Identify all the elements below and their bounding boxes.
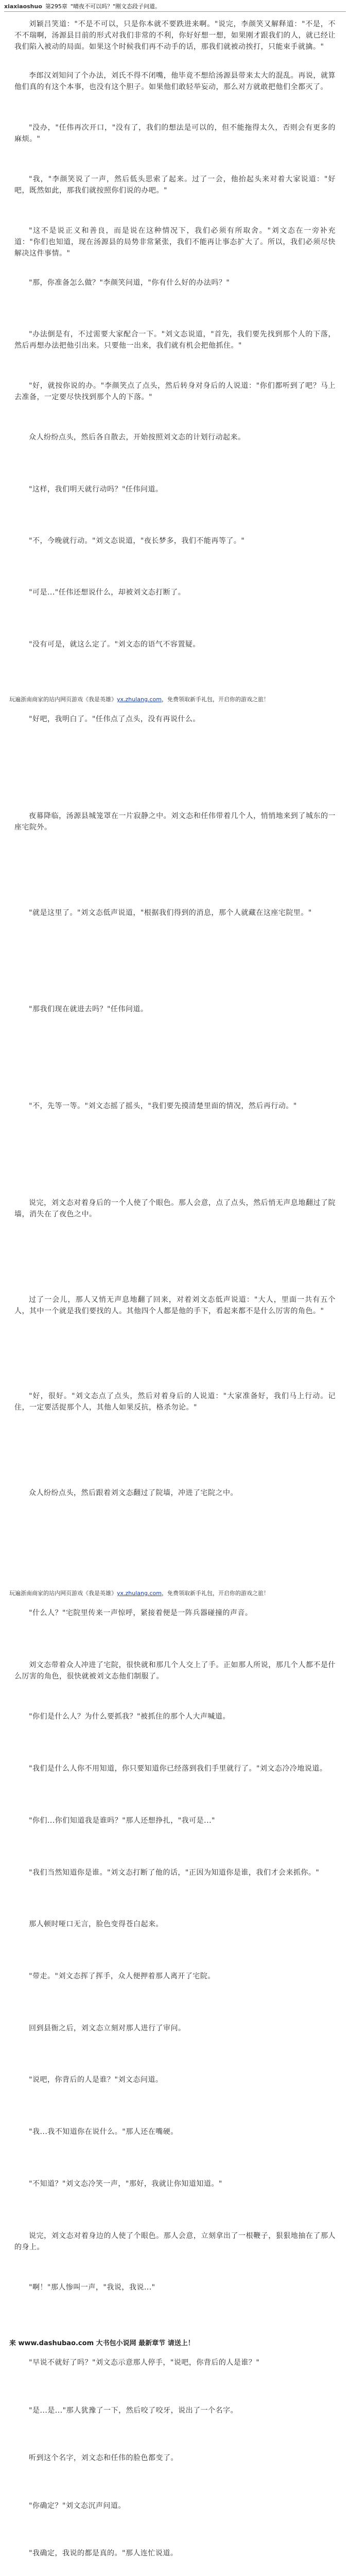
paragraph: "早说不就好了吗？"刘文态示意那人停手，"说吧，你背后的人是谁？" <box>29 2359 260 2367</box>
paragraph: "就是这里了。"刘文态低声说道，"根据我们得到的消息，那个人就藏在这座宅院里。" <box>29 909 312 917</box>
ad-banner-1 <box>9 696 341 704</box>
ad-link[interactable]: yx.zhulang.com <box>117 696 162 703</box>
divider <box>4 11 346 12</box>
paragraph: 刘文态带着众人冲进了宅院，很快就和那几个人交上了手。正如那人所说，那几个人都不是什么厉害的角色，很快就被刘文态他们制服了。 <box>14 1661 336 1681</box>
paragraph: 回到县衙之后，刘文态立刻对那人进行了审问。 <box>29 2024 186 2032</box>
ad-suffix: ，免费领取新手礼包，开启你的游戏之旅！ <box>161 696 269 703</box>
paragraph: "啊！"那人惨叫一声，"我说，我说..." <box>29 2283 155 2292</box>
paragraph: "这样，我们明天就行动吗？"任伟问道。 <box>29 485 163 494</box>
paragraph: 那人顿时哑口无言，脸色变得苍白起来。 <box>29 1920 163 1928</box>
page-header <box>4 2 346 10</box>
paragraph: "那，你准备怎么做？"李颜笑问道，"你有什么好的办法吗？" <box>29 279 230 287</box>
paragraph: "我，"李颜笑说了一声，然后低头思索了起来。过了一会，他抬起头来对着大家说道："好吧，既然如此，那我们就按照你们说的办吧。" <box>14 175 336 195</box>
paragraph: "这不是说正义和善良，而是说在这种情况下，我们必须有所取舍。"刘文态在一旁补充道："你们也知道，现在汤源县的局势非常紧张，我们不能再让事态扩大了。所以，我们必须尽快解决这件事情。" <box>14 227 336 258</box>
paragraph: "可是..."任伟还想说什么，却被刘文态打断了。 <box>29 588 186 597</box>
paragraph: "说吧，你背后的人是谁？"刘文态问道。 <box>29 2076 163 2084</box>
paragraph: "不，今晚就行动。"刘文态说道，"夜长梦多，我们不能再等了。" <box>29 537 245 545</box>
paragraph: "我...我不知道你在说什么。"那人还在嘴硬。 <box>29 2128 178 2136</box>
ad-link[interactable]: yx.zhulang.com <box>117 1590 162 1597</box>
paragraph: "是...是..."那人犹豫了一下，然后咬了咬牙，说出了一个名字。 <box>29 2406 238 2415</box>
ad-text: 玩遍浙南商家的站内网页游戏《我是英雄》 <box>9 696 117 703</box>
paragraph: "你们是什么人？为什么要抓我？"被抓住的那个人大声喊道。 <box>29 1713 230 1721</box>
ad-text: 玩遍浙南商家的站内网页游戏《我是英雄》 <box>9 1590 117 1597</box>
chapter-number: 第295章 <box>45 3 67 10</box>
site-name: xiaxiaoshuo <box>4 3 42 10</box>
ad-suffix: ，免费领取新手礼包，开启你的游戏之旅！ <box>161 1590 269 1597</box>
paragraph: 众人纷纷点头，然后各自散去，开始按照刘文态的计划行动起来。 <box>29 433 246 442</box>
paragraph: "什么人？"宅院里传来一声惊呼，紧接着便是一阵兵器碰撞的声音。 <box>29 1609 253 1617</box>
paragraph: 听到这个名字，刘文态和任伟的脸色都变了。 <box>29 2454 178 2462</box>
paragraph: "带走。"刘文态挥了挥手，众人便押着那人离开了宅院。 <box>29 1972 215 1980</box>
paragraph: 过了一会儿，那人又悄无声息地翻了回来，对着刘文态低声说道："大人，里面一共有五个人，其中一个就是我们要找的人。其他四个人都是他的手下，看起来都不是什么厉害的角色。" <box>14 1296 336 1315</box>
paragraph: 李郎汉刘知问了个办法，刘氏不得不闭嘴，他毕竟不想给汤源县带来太大的混乱。再说，就算他们真的有这个本事，也没有这个胆子。如果他们敢轻举妄动，那么对方就敢把他们全都灭了。 <box>14 72 336 91</box>
paragraph: 众人纷纷点头，然后跟着刘文态翻过了院墙，冲进了宅院之中。 <box>29 1489 238 1497</box>
paragraph: "好吧，我明白了。"任伟点了点头，没有再说什么。 <box>29 715 200 723</box>
paragraph: 刘颖吕笑道："不是不可以，只是你本就不要跌进来啊。"说完，李颜笑又解释道："不是，不不不瑞啊，汤源县目前的形式对我们非常的不利，你好好想一想，如果刚才跟我们的人，就已经让我们陷入被动的局面。如果这个时候我们再不动手的话，那我们就被动挨打，只能束手就擒。" <box>14 20 336 51</box>
ad-banner-2 <box>9 1589 341 1598</box>
chapter-title: "晴夜不可以吗？"刚文态段子问道。 <box>70 3 161 10</box>
paragraph: 夜幕降临，汤源县城笼罩在一片寂静之中。刘文态和任伟带着几个人，悄悄地来到了城东的一座宅院外。 <box>14 812 336 832</box>
paragraph: "好，很好。"刘文态点了点头，然后对着身后的人说道："大家准备好，我们马上行动。记住，一定要活捉那个人，其他人如果反抗，格杀勿论。" <box>14 1392 336 1412</box>
paragraph: "你确定？"刘文态沉声问道。 <box>29 2502 126 2510</box>
paragraph: 说完，刘文态对着身边的人使了个眼色。那人会意，立刻拿出了一根鞭子，狠狠地抽在了那人的身上。 <box>14 2232 336 2251</box>
paragraph: "我们是什么人你不用知道，你只要知道你已经落到我们手里就行了。"刘文态冷冷地说道。 <box>29 1765 327 1773</box>
paragraph: "你们...你们知道我是谁吗？"那人还想挣扎，"我可是..." <box>29 1817 215 1825</box>
paragraph: "好，就按你说的办。"李颜笑点了点头，然后转身对身后的人说道："你们都听到了吧？马上去准备，一定要尽快找到那个人的下落。" <box>14 382 336 401</box>
paragraph: "办法倒是有，不过需要大家配合一下。"刘文态说道，"首先，我们要先找到那个人的下落，然后再想办法把他引出来。只要他一出来，我们就有机会把他抓住。" <box>14 330 336 350</box>
paragraph: "没有可是，就这么定了。"刘文态的语气不容置疑。 <box>29 640 200 649</box>
ad-banner-3 <box>9 2339 341 2348</box>
paragraph: "没办，"任伟再次开口，"没有了，我们的想法是可以的，但不能拖得太久，否则会有更多的麻烦。" <box>14 124 336 143</box>
paragraph: "我确定，我说的都是真的。"那人连忙说道。 <box>29 2549 178 2557</box>
paragraph: 说完，刘文态对着身后的一个人使了个眼色。那人会意，点了点头，然后悄无声息地翻过了院墙，消失在了夜色之中。 <box>14 1199 336 1218</box>
paragraph: "不知道？"刘文态冷笑一声，"那好，我就让你知道知道。" <box>29 2180 222 2188</box>
paragraph: "我们当然知道你是谁。"刘文态打断了他的话，"正因为知道你是谁，我们才会来抓你。" <box>29 1869 320 1877</box>
paragraph: "那我们现在就进去吗？"任伟问道。 <box>29 1005 148 1013</box>
ad-text: 来 www.dashubao.com 大书包小说网 最新章节 请送上！ <box>9 2340 195 2347</box>
paragraph: "不，先等一等。"刘文态摇了摇头，"我们要先摸清楚里面的情况，然后再行动。" <box>29 1102 297 1110</box>
